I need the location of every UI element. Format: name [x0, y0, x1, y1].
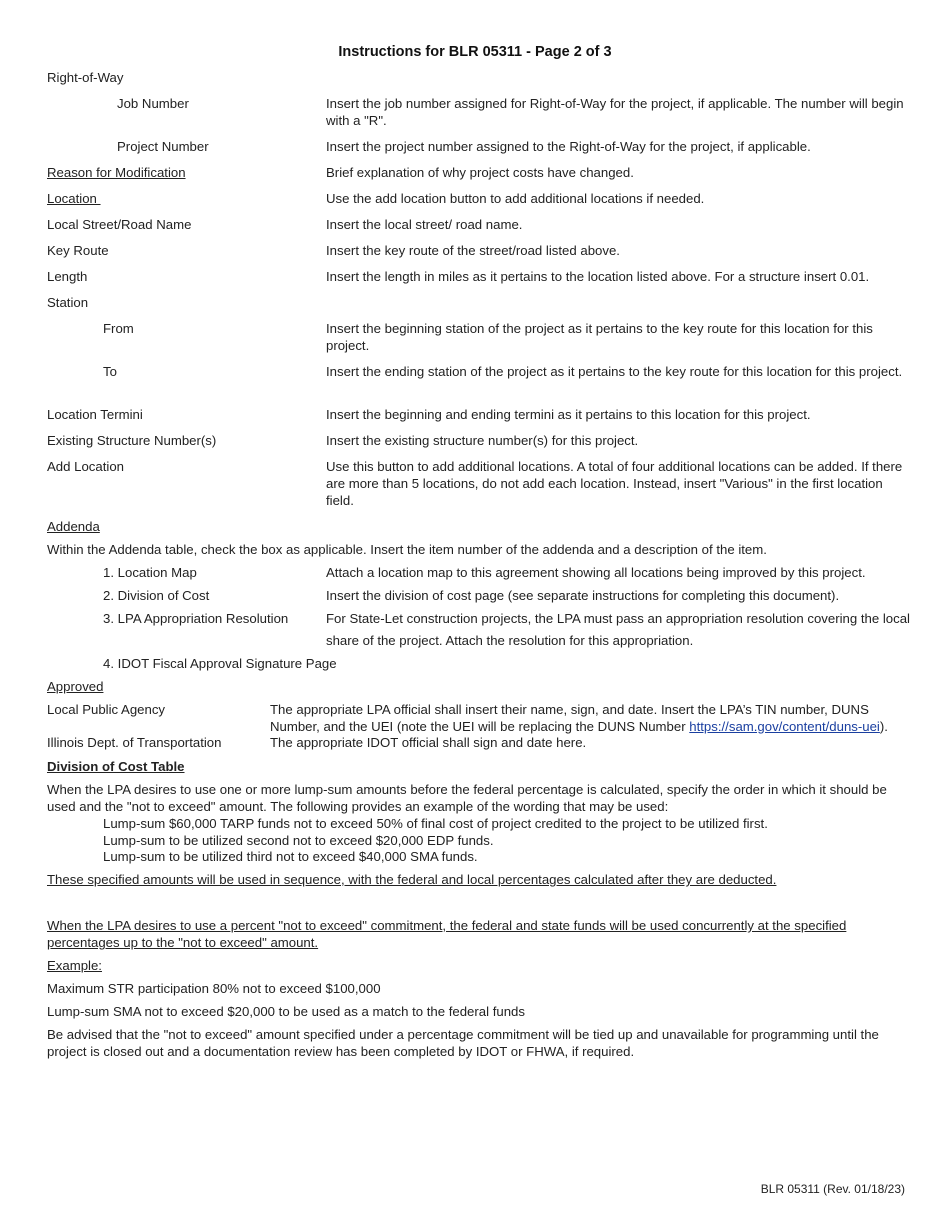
label-key-route: Key Route — [47, 243, 109, 258]
addenda-item-2-desc: Insert the division of cost page (see separate instructions for completing this document). — [326, 588, 840, 603]
addenda-item-4-label: 4. IDOT Fiscal Approval Signature Page — [103, 656, 337, 671]
addenda-item-3-label: 3. LPA Appropriation Resolution — [103, 611, 289, 626]
addenda-item-1-desc: Attach a location map to this agreement showing all locations being improved by this project. — [326, 565, 866, 580]
duns-uei-link[interactable]: https://sam.gov/content/duns-uei — [689, 719, 880, 734]
desc-location: Use the add location button to add additional locations if needed. — [326, 191, 705, 206]
desc-project-number: Insert the project number assigned to the Right-of-Way for the project, if applicable. — [326, 139, 811, 154]
page-title: Instructions for BLR 05311 - Page 2 of 3 — [338, 44, 612, 60]
cost-example-2: Lump-sum to be utilized second not to exceed $20,000 EDP funds. — [103, 833, 494, 848]
label-local-public-agency: Local Public Agency — [47, 702, 166, 717]
advice-paragraph: Be advised that the "not to exceed" amount specified under a percentage commitment will be tied up and unavailable for programming until the project is closed out and a documentation review has been completed by IDOT or FHWA, if required. — [47, 1027, 879, 1059]
label-project-number: Project Number — [117, 139, 209, 154]
sequence-note: These specified amounts will be used in sequence, with the federal and local percentages calculated after they are deducted. — [47, 872, 777, 887]
addenda-item-3-desc: For State-Let construction projects, the LPA must pass an appropriation resolution covering the local share of the project. Attach the resolution for this appropriation. — [326, 611, 910, 648]
approved-heading: Approved — [47, 679, 104, 694]
desc-key-route: Insert the key route of the street/road listed above. — [326, 243, 620, 258]
addenda-item-1-label: 1. Location Map — [103, 565, 197, 580]
example-sma: Lump-sum SMA not to exceed $20,000 to be used as a match to the federal funds — [47, 1004, 525, 1019]
desc-job-number: Insert the job number assigned for Right-of-Way for the project, if applicable. The number will begin with a "R". — [326, 96, 904, 128]
label-job-number: Job Number — [117, 96, 189, 111]
desc-idot: The appropriate IDOT official shall sign and date here. — [270, 735, 587, 750]
label-location: Location — [47, 191, 101, 206]
label-local-street: Local Street/Road Name — [47, 217, 192, 232]
label-location-termini: Location Termini — [47, 407, 143, 422]
desc-add-location: Use this button to add additional locations. A total of four additional locations can be added. If there are more than 5 locations, do not add each location. Instead, insert "Various" in the first location field. — [326, 459, 903, 508]
addenda-item-2-label: 2. Division of Cost — [103, 588, 210, 603]
label-add-location: Add Location — [47, 459, 124, 474]
addenda-heading: Addenda — [47, 519, 100, 534]
cost-example-3: Lump-sum to be utilized third not to exceed $40,000 SMA funds. — [103, 849, 478, 864]
label-from: From — [103, 321, 134, 336]
desc-reason-for-modification: Brief explanation of why project costs have changed. — [326, 165, 634, 180]
label-existing-structure: Existing Structure Number(s) — [47, 433, 217, 448]
form-revision-footer: BLR 05311 (Rev. 01/18/23) — [760, 1182, 905, 1196]
desc-location-termini: Insert the beginning and ending termini as it pertains to this location for this project. — [326, 407, 811, 422]
addenda-intro: Within the Addenda table, check the box as applicable. Insert the item number of the addenda and a description of the item. — [47, 542, 767, 557]
section-right-of-way: Right-of-Way — [47, 70, 124, 85]
label-station: Station — [47, 295, 89, 310]
cost-example-1: Lump-sum $60,000 TARP funds not to exceed 50% of final cost of project credited to the project to be utilized first. — [103, 816, 768, 831]
division-of-cost-heading: Division of Cost Table — [47, 759, 185, 774]
example-str: Maximum STR participation 80% not to exceed $100,000 — [47, 981, 381, 996]
label-idot: Illinois Dept. of Transportation — [47, 735, 222, 750]
percent-note: When the LPA desires to use a percent "not to exceed" commitment, the federal and state funds will be used concurrently at the specified percentages up to the "not to exceed" amount. — [47, 918, 847, 950]
cost-paragraph: When the LPA desires to use one or more lump-sum amounts before the federal percentage is calculated, specify the order in which it should be used and the "not to exceed" amount. The following provides an example of the wording that may be used: — [47, 782, 887, 814]
desc-local-street: Insert the local street/ road name. — [326, 217, 523, 232]
desc-to: Insert the ending station of the project as it pertains to the key route for this location for this project. — [326, 364, 903, 379]
desc-from: Insert the beginning station of the project as it pertains to the key route for this location for this project. — [326, 321, 873, 353]
desc-existing-structure: Insert the existing structure number(s) for this project. — [326, 433, 639, 448]
label-to: To — [103, 364, 117, 379]
label-reason-for-modification: Reason for Modification — [47, 165, 186, 180]
label-length: Length — [47, 269, 88, 284]
desc-length: Insert the length in miles as it pertains to the location listed above. For a structure insert 0.01. — [326, 269, 870, 284]
example-label: Example: — [47, 958, 102, 973]
desc-local-public-agency: The appropriate LPA official shall insert their name, sign, and date. Insert the LPA’s TIN number, DUNS Number, and the UEI (note the UEI will be replacing the DUNS Number https://sam.gov/content/duns-uei). — [270, 702, 888, 734]
